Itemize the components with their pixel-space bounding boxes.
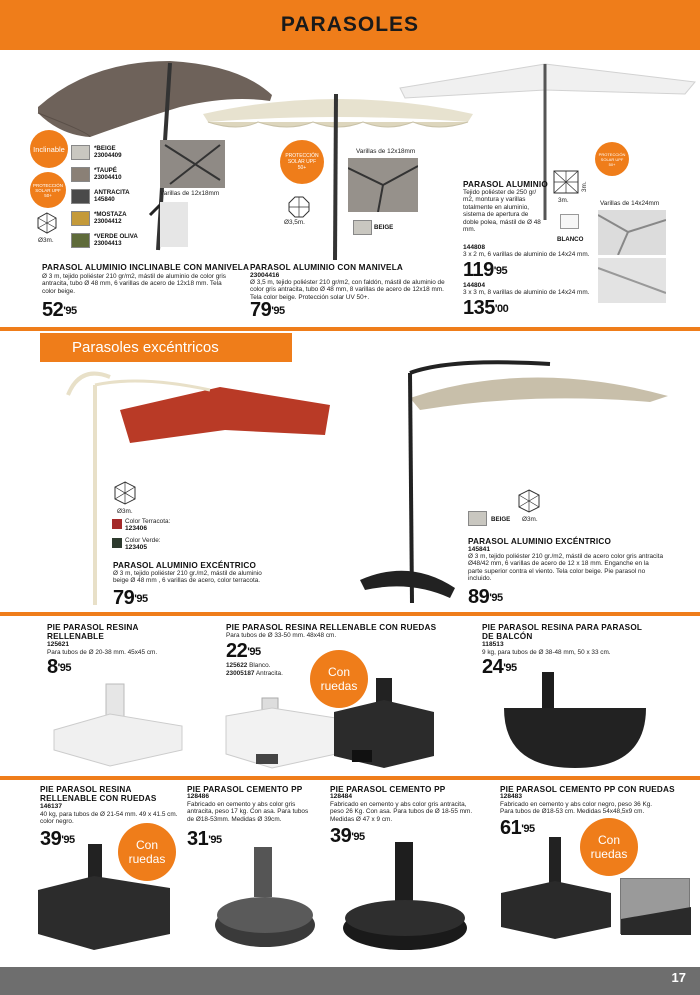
price-int: 39 [330, 825, 352, 847]
diameter-octagon-icon [287, 196, 311, 218]
section-divider-3 [0, 776, 700, 780]
color-swatch-blanco [560, 214, 579, 229]
product-title-5: PARASOL ALUMINIO EXCÉNTRICO [468, 537, 612, 546]
uv-protection-badge-1: PROTECCIÓN SOLAR UPF 50+ [30, 172, 66, 208]
color-swatch-beige [71, 141, 156, 163]
price-cents: '00 [494, 303, 509, 315]
product-desc-b4: 40 kg, para tubos de Ø 21-54 mm. 49 x 41.5 cm. color negro. [40, 811, 178, 826]
base-wheels-white-image [222, 696, 340, 776]
product-ref-b4: 146137 [40, 803, 63, 810]
price-cents: '95 [521, 823, 535, 835]
uv-protection-badge-3: PROTECCIÓN SOLAR UPF 50+ [595, 142, 629, 176]
product-desc-b3: 9 kg, para tubos de Ø 38-48 mm, 50 x 33 cm. [482, 649, 611, 656]
page-number: 17 [671, 970, 686, 985]
product-ref-b3: 118513 [482, 641, 504, 648]
footer-bar [0, 967, 700, 995]
color-ref: 23004413 [94, 240, 122, 247]
product-price-b1 [47, 657, 71, 677]
base-cement-large-image [340, 840, 470, 952]
price-cents: '95 [134, 593, 148, 605]
color-swatch-taupe [71, 163, 156, 185]
base-cement-small-image [210, 845, 320, 950]
swatch-box [71, 189, 90, 204]
price-int: 22 [226, 640, 248, 662]
price-int: 24 [482, 656, 504, 678]
product-ref-b6: 128484 [330, 793, 353, 800]
base-resin-black-image [34, 840, 174, 952]
swatch-box [71, 167, 90, 182]
price-cents: '95 [247, 646, 261, 658]
price-cents: '95 [208, 834, 222, 846]
product-title-b7: PIE PARASOL CEMENTO PP CON RUEDAS [500, 785, 675, 794]
product-desc-b1: Para tubos de Ø 20-38 mm. 45x45 cm. [47, 649, 158, 656]
price-int: 79 [250, 299, 272, 321]
product-title-b5: PIE PARASOL CEMENTO PP [187, 785, 303, 794]
price-int: 31 [187, 828, 209, 850]
price-cents: '95 [493, 265, 508, 277]
ref-text: Blanco. [249, 662, 271, 669]
color-name: *BEIGE [94, 145, 116, 152]
product-title-b1: PIE PARASOL RESINA RELLENABLE [47, 623, 139, 641]
product-desc-3: Tejido poliéster de 250 gr/ m2, montura y varillas totalmente en aluminio, sistema de apertura de doble polea, mástil de Ø 48 mm. [463, 189, 541, 234]
product-desc-5: Ø 3 m, tejido poliéster 210 gr./m2, mástil de acero color gris antracita Ø48/42 mm, 6 varillas de acero de 12 x 18 mm. Enganche en la parte superior contra el viento. Tela color beige. Pie parasol no incluido. [468, 553, 664, 583]
swatch-box [71, 233, 90, 248]
product-desc-b7: Fabricado en cemento y abs color negro, peso 36 Kg. Para tubos de Ø18-53 cm. Medidas 54x48,5x9 cm. [500, 801, 653, 816]
page-title: PARASOLES [280, 13, 420, 36]
dim-horizontal-label: 3m. [558, 197, 569, 204]
diameter-label-3: Ø3m. [117, 508, 133, 515]
color-swatch-mostaza [71, 207, 156, 229]
con-ruedas-badge-2: Con ruedas [118, 823, 176, 881]
color-name: ANTRACITA [94, 189, 130, 196]
color-ref: 145840 [94, 196, 115, 203]
price-cents: '95 [61, 834, 75, 846]
color-label-terracota: Color Terracota: [125, 518, 171, 525]
base-wheels-black-image [330, 676, 438, 776]
price-cents: '95 [271, 305, 285, 317]
product-ref-b1: 125621 [47, 641, 70, 648]
rod-detail-photo-4 [598, 258, 666, 303]
color-ref-terracota: 123406 [125, 525, 148, 532]
product-title-3: PARASOL ALUMINIO [463, 180, 548, 189]
color-label-verde: Color Verde: [125, 537, 161, 544]
product-ref-b2-blanco [226, 662, 270, 669]
color-swatch-verde [112, 538, 122, 548]
price-cents: '95 [489, 592, 503, 604]
product-price-3b [463, 298, 508, 318]
product-price-2 [250, 300, 285, 320]
price-int: 89 [468, 586, 490, 608]
product-ref-b5: 128486 [187, 793, 210, 800]
product-price-4 [113, 588, 148, 608]
rods-label-2: Varillas de 12x18mm [356, 148, 416, 155]
product-title-b4: PIE PARASOL RESINA RELLENABLE CON RUEDAS [40, 785, 157, 803]
color-name: *VERDE OLIVA [94, 233, 138, 240]
base-cement-wheels-image [497, 835, 615, 945]
inclinable-badge: Inclinable [30, 130, 68, 168]
price-cents: '95 [63, 305, 77, 317]
diameter-label: Ø3m. [38, 237, 54, 244]
diameter-label-2: Ø3,5m. [284, 219, 305, 226]
product-desc-b6: Fabricado en cemento y abs color gris antracita, peso 26 Kg. Con asa. Para tubos de Ø 18-55 mm. Medidas Ø 47 x 9 cm. [330, 801, 473, 823]
product-title-1: PARASOL ALUMINIO INCLINABLE CON MANIVELA [42, 263, 250, 272]
product-title-4: PARASOL ALUMINIO EXCÉNTRICO [113, 561, 257, 570]
ref-code: 23005187 [226, 670, 255, 677]
section-title-excentricos: Parasoles excéntricos [40, 333, 292, 362]
color-name: *MOSTAZA [94, 211, 127, 218]
dim-vertical-label: 3m. [581, 181, 588, 192]
product-ref-5: 145841 [468, 546, 491, 553]
product-title-b2: PIE PARASOL RESINA RELLENABLE CON RUEDAS [226, 623, 437, 632]
color-swatch-verde-oliva [71, 229, 156, 251]
price-cents: '95 [503, 662, 517, 674]
price-int: 8 [47, 656, 58, 678]
base-resin-white-image [48, 680, 188, 770]
wheel-detail-photo [620, 878, 690, 934]
con-ruedas-badge-3: Con ruedas [580, 818, 638, 876]
color-swatch-beige-3 [468, 511, 487, 526]
price-int: 135 [463, 297, 495, 319]
square-grid-icon [553, 170, 579, 194]
price-cents: '95 [57, 662, 71, 674]
section-divider-2 [0, 612, 700, 616]
section-divider-1 [0, 327, 700, 331]
product-title-b3: PIE PARASOL RESINA PARA PARASOL DE BALCÓN [482, 623, 642, 641]
color-ref-verde: 123405 [125, 544, 148, 551]
color-swatch-terracota [112, 519, 122, 529]
product-desc-2: Ø 3,5 m, tejido poliéster 210 gr/m2, con faldón, mástil de aluminio de color gris antracita, tubo Ø 48 mm, 8 varillas de acero de 12x18 mm. Tela color beige. Protección solar UV 50+. [250, 279, 445, 301]
crank-photo [160, 202, 188, 247]
price-cents: '95 [351, 831, 365, 843]
price-int: 39 [40, 828, 62, 850]
diameter-label-4: Ø3m. [522, 516, 538, 523]
product-desc-4: Ø 3 m, tejido poliéster 210 gr./m2, mástil de aluminio beige Ø 48 mm , 6 varillas de acero, color terracota. [113, 570, 262, 585]
rods-label-1: Varillas de 12x18mm [160, 190, 220, 197]
price-int: 119 [463, 259, 494, 281]
product-title-b6: PIE PARASOL CEMENTO PP [330, 785, 446, 794]
color-name: *TAUPÉ [94, 167, 117, 174]
base-balcony-image [500, 668, 650, 773]
diameter-hexagon-icon-2 [113, 481, 137, 505]
product-ref-3b: 144804 [463, 282, 486, 289]
color-swatch-antracita [71, 185, 156, 207]
color-name-beige-2: BEIGE [374, 224, 394, 231]
con-ruedas-badge-1: Con ruedas [310, 650, 368, 708]
diameter-hexagon-icon [36, 212, 58, 234]
product-desc-3b: 3 x 3 m, 8 varillas de aluminio de 14x24 mm. [463, 289, 590, 296]
swatch-box [71, 145, 90, 160]
product-price-5 [468, 587, 503, 607]
product-price-1 [42, 300, 77, 320]
product-ref-3a: 144808 [463, 244, 486, 251]
product-desc-3a: 3 x 2 m, 6 varillas de aluminio de 14x24 mm. [463, 251, 590, 258]
product-ref-b2-antracita [226, 670, 283, 677]
uv-protection-badge-2: PROTECCIÓN SOLAR UPF 50+ [280, 140, 324, 184]
color-ref: 23004412 [94, 218, 122, 225]
price-int: 61 [500, 817, 522, 839]
product-desc-b5: Fabricado en cemento y abs color gris antracita, peso 17 kg. Con asa. Para tubos de Ø18-53mm. Medidas Ø 39cm. [187, 801, 309, 823]
product-price-3a [463, 260, 507, 280]
color-ref: 23004410 [94, 174, 122, 181]
product-price-b2 [226, 641, 261, 661]
product-title-2: PARASOL ALUMINIO CON MANIVELA [250, 263, 404, 272]
swatch-box [71, 211, 90, 226]
rod-detail-photo-3 [598, 210, 666, 255]
product-desc-1: Ø 3 m, tejido poliéster 210 gr/m2, mástil de aluminio de color gris antracita, tubo Ø 48 mm, 6 varillas de acero de 12x18 mm. Tela color beige. [42, 273, 226, 295]
color-swatch-beige-2 [353, 220, 372, 235]
color-swatch-list [71, 141, 156, 251]
ref-code: 125622 [226, 662, 248, 669]
color-name-blanco: BLANCO [557, 236, 584, 243]
ref-text: Antracita. [255, 670, 283, 677]
product-ref-b7: 128483 [500, 793, 523, 800]
product-ref-2: 23004416 [250, 272, 280, 279]
color-ref: 23004409 [94, 152, 122, 159]
product-desc-b2: Para tubos de Ø 33-50 mm. 48x48 cm. [226, 632, 337, 639]
color-name-beige-3: BEIGE [491, 516, 511, 523]
price-int: 79 [113, 587, 135, 609]
rods-label-3: Varillas de 14x24mm [600, 200, 660, 207]
price-int: 52 [42, 299, 64, 321]
diameter-hexagon-icon-3 [517, 489, 541, 513]
